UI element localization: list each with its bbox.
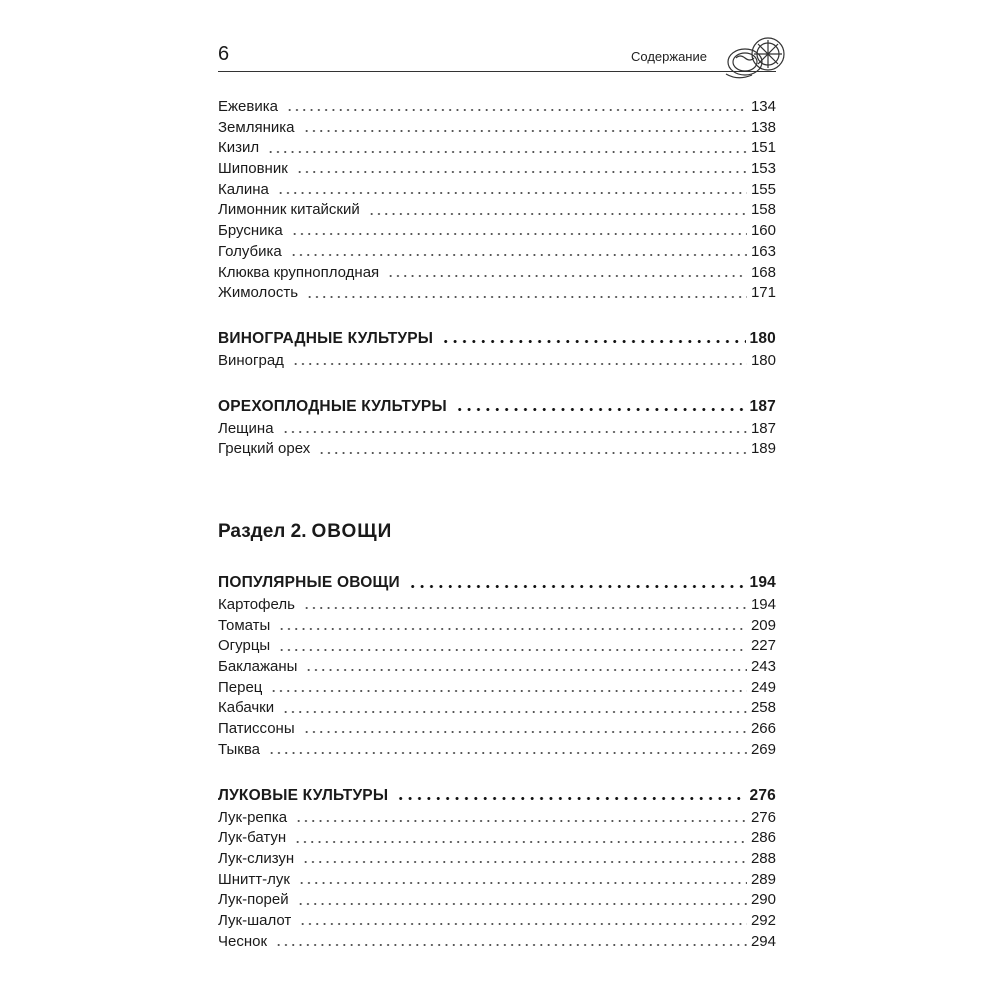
toc-entry-title: Перец [218, 678, 263, 696]
toc-entry-title: Клюква крупноплодная [218, 263, 380, 281]
leader-dots [282, 710, 747, 714]
toc-entry[interactable] [218, 636, 776, 657]
toc-entry[interactable] [218, 828, 776, 849]
toc-entry-title: Жимолость [218, 284, 299, 302]
toc-group-berries [218, 97, 776, 304]
toc-entry-page: 160 [750, 222, 776, 240]
toc-entry-title: Чеснок [218, 932, 268, 950]
toc-entry-title: Лук-слизун [218, 849, 295, 867]
toc-entry-page: 180 [750, 351, 776, 369]
leader-dots [305, 668, 747, 672]
toc-entry-title: Шиповник [218, 160, 288, 178]
toc-entry[interactable] [218, 911, 776, 932]
toc-entry-title: Голубика [218, 242, 282, 260]
toc-entry-page: 249 [750, 678, 776, 696]
toc-entry-title: Брусника [218, 222, 283, 240]
leader-dots [291, 232, 747, 236]
header-rule [218, 71, 776, 72]
leader-dots [396, 796, 745, 801]
toc-entry[interactable] [218, 351, 776, 372]
toc-entry[interactable] [218, 263, 776, 284]
toc-entry-title: Лук-порей [218, 891, 289, 909]
leader-dots [368, 212, 747, 216]
section-heading [218, 521, 392, 543]
leader-dots [441, 339, 745, 344]
leader-dots [303, 606, 747, 610]
leader-dots [275, 943, 747, 947]
toc-entry[interactable] [218, 932, 776, 953]
leader-dots [282, 430, 747, 434]
fruit-slices-ornament-icon [718, 34, 790, 82]
toc-entry[interactable] [218, 808, 776, 829]
toc-entry-title: Тыква [218, 740, 260, 758]
toc-entry[interactable] [218, 849, 776, 870]
toc-entry-title: Лук-батун [218, 829, 287, 847]
section-name: ОВОЩИ [311, 521, 393, 542]
toc-entry-page: 155 [750, 180, 776, 198]
toc-category-page: 194 [749, 574, 776, 591]
toc-entry[interactable] [218, 419, 776, 440]
leader-dots [303, 730, 747, 734]
toc-category[interactable] [218, 784, 776, 808]
toc-entry[interactable] [218, 616, 776, 637]
toc-entry-page: 289 [750, 870, 776, 888]
toc-entry-title: Баклажаны [218, 658, 298, 676]
leader-dots [302, 860, 747, 864]
toc-entry-title: Кабачки [218, 699, 275, 717]
toc-entry-page: 290 [750, 891, 776, 909]
toc-entry-page: 187 [750, 419, 776, 437]
leader-dots [278, 648, 747, 652]
toc-entry-page: 258 [750, 699, 776, 717]
toc-entry[interactable] [218, 200, 776, 221]
toc-category-page: 180 [749, 329, 776, 347]
toc-entry-title: Грецкий орех [218, 440, 311, 458]
table-of-contents-part-2 [218, 571, 776, 952]
leader-dots [318, 451, 747, 455]
toc-entry-title: Томаты [218, 616, 271, 634]
toc-entry-page: 294 [750, 932, 776, 950]
toc-entry-page: 158 [750, 201, 776, 219]
leader-dots [299, 922, 747, 926]
table-of-contents-part-1 [218, 97, 776, 460]
running-title: Содержание [631, 49, 707, 64]
leader-dots [455, 407, 746, 412]
leader-dots [290, 253, 747, 257]
toc-entry-page: 276 [750, 808, 776, 826]
toc-entry[interactable] [218, 890, 776, 911]
leader-dots [303, 129, 747, 133]
toc-entry-title: Кизил [218, 139, 260, 157]
toc-entry-title: Калина [218, 180, 269, 198]
toc-entry-title: Лещина [218, 419, 274, 437]
toc-entry-page: 153 [750, 160, 776, 178]
leader-dots [270, 689, 747, 693]
toc-category[interactable] [218, 395, 776, 419]
toc-category[interactable] [218, 327, 776, 351]
toc-entry-page: 163 [750, 242, 776, 260]
toc-entry-page: 171 [750, 284, 776, 302]
leader-dots [277, 191, 747, 195]
toc-category-title: ВИНОГРАДНЫЕ КУЛЬТУРЫ [218, 329, 434, 347]
toc-category-page: 276 [749, 786, 776, 804]
toc-group-onion-crops [218, 784, 776, 953]
toc-entry-page: 227 [750, 637, 776, 655]
toc-entry-title: Шнитт-лук [218, 870, 290, 888]
toc-category-page: 187 [749, 397, 776, 415]
toc-entry[interactable] [218, 283, 776, 304]
toc-entry[interactable] [218, 439, 776, 460]
toc-group-popular-vegetables [218, 571, 776, 761]
leader-dots [387, 274, 747, 278]
toc-entry-page: 286 [750, 829, 776, 847]
toc-entry[interactable] [218, 118, 776, 139]
leader-dots [408, 584, 746, 589]
toc-entry-title: Земляника [218, 118, 295, 136]
toc-entry-title: Картофель [218, 596, 295, 613]
toc-category-title: ЛУКОВЫЕ КУЛЬТУРЫ [218, 786, 389, 804]
leader-dots [298, 881, 747, 885]
toc-entry-title: Патиссоны [218, 720, 295, 738]
toc-entry[interactable] [218, 678, 776, 699]
toc-category[interactable] [218, 571, 776, 595]
toc-group-grape-crops [218, 327, 776, 372]
leader-dots [286, 108, 747, 112]
toc-entry-page: 269 [750, 740, 776, 758]
toc-entry-page: 292 [750, 911, 776, 929]
toc-entry-title: Огурцы [218, 637, 271, 655]
toc-entry-page: 288 [750, 849, 776, 867]
leader-dots [297, 902, 747, 906]
leader-dots [292, 362, 747, 366]
leader-dots [294, 840, 747, 844]
toc-entry-title: Виноград [218, 351, 284, 369]
toc-entry[interactable] [218, 719, 776, 740]
toc-entry-title: Лук-репка [218, 808, 288, 826]
toc-entry-page: 194 [750, 596, 776, 613]
leader-dots [278, 627, 747, 631]
toc-entry[interactable] [218, 698, 776, 719]
leader-dots [267, 150, 747, 154]
toc-entry-page: 134 [750, 98, 776, 115]
toc-entry[interactable] [218, 159, 776, 180]
leader-dots [268, 751, 747, 755]
toc-group-nut-crops [218, 395, 776, 460]
toc-entry[interactable] [218, 97, 776, 118]
toc-entry[interactable] [218, 595, 776, 616]
toc-entry-page: 168 [750, 263, 776, 281]
toc-entry-title: Лимонник китайский [218, 201, 360, 219]
toc-entry-page: 151 [750, 139, 776, 157]
leader-dots [306, 295, 747, 299]
leader-dots [296, 170, 747, 174]
toc-entry-page: 138 [750, 118, 776, 136]
toc-category-title: ОРЕХОПЛОДНЫЕ КУЛЬТУРЫ [218, 397, 447, 415]
toc-entry-page: 209 [750, 616, 776, 634]
toc-entry-page: 243 [750, 658, 776, 676]
toc-entry[interactable] [218, 740, 776, 761]
page-number: 6 [218, 43, 230, 65]
leader-dots [295, 819, 747, 823]
toc-entry[interactable] [218, 242, 776, 263]
toc-entry-title: Лук-шалот [218, 911, 292, 929]
toc-entry-title: Ежевика [218, 98, 278, 115]
section-prefix: Раздел 2. [218, 521, 307, 542]
toc-entry[interactable] [218, 180, 776, 201]
toc-category-title: ПОПУЛЯРНЫЕ ОВОЩИ [218, 574, 400, 591]
toc-entry[interactable] [218, 221, 776, 242]
toc-entry-page: 189 [750, 440, 776, 458]
toc-entry[interactable] [218, 138, 776, 159]
toc-entry[interactable] [218, 870, 776, 891]
toc-entry[interactable] [218, 657, 776, 678]
toc-entry-page: 266 [750, 720, 776, 738]
